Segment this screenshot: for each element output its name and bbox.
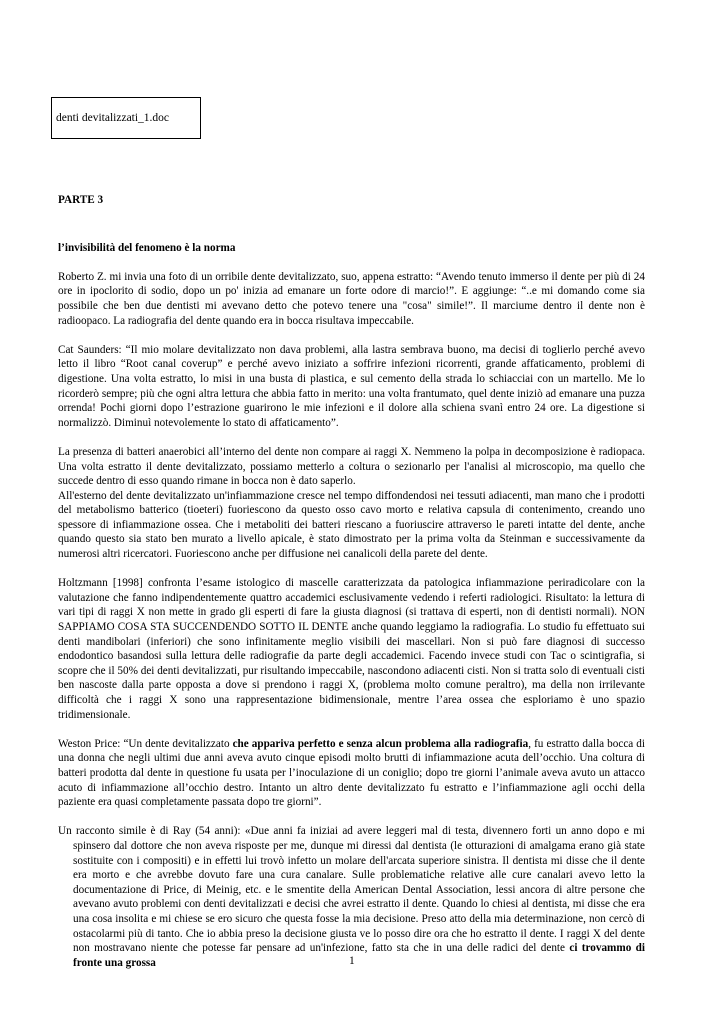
page-number: 1 xyxy=(349,955,355,967)
ray-text: Un racconto simile è di Ray (54 anni): «Due anni fa iniziai ad avere leggeri mal di testa, divennero forti un anno dopo e mi spinsero dal dottore che non aveva risposte per me, dunque mi diressi dal dentista (le otturazioni di amalgama erano già state sostituite con i compositi) e in effetti lui trovò infetto un molare dell'arcata superiore sinistra. Il dentista mi disse che il dente era morto e che avrebbe dovuto fare una cura canalare. Sulle problematiche relative alle cure canalari avevo letto la documentazione di Price, di Meinig, etc. e le smentite della American Dental Association, lessi ancora di altre persone che avevano avuto problemi con denti devitalizzati e decisi che avrei estratto il dente. Quando lo chiesi al dentista, mi disse che era una cosa insolita e mi chiese se ero sicuro che questa fosse la mia decisione. Preso atto della mia determinazione, non cercò di ostacolarmi più di tanto. Che io abbia preso la decisione giusta ve lo posso dire ora che ho estratto il dente. I raggi X del dente non mostravano niente che potesse far pensare ad un'infezione, fatto sta che in una delle radici del dente xyxy=(58,825,645,955)
paragraph-ray xyxy=(58,824,645,970)
filename-label: denti devitalizzati_1.doc xyxy=(56,112,170,124)
paragraph-cat-saunders: Cat Saunders: “Il mio molare devitalizzato non dava problemi, alla lastra sembrava buono, ma decisi di toglierlo perché avevo letto il libro “Root canal coverup” e perché avevo iniziato a soffrire infezioni ricorrenti, grande affaticamento, problemi di digestione. Una volta estratto, lo misi in una busta di plastica, e sul cemento della strada lo schiacciai con un martello. Me lo ricorderò sempre; più che ogni altra lettura che abbia fatto in merito: una volta frantumato, quel dente iniziò ad emanare una puzza orrenda! Pochi giorni dopo l’estrazione guarirono le mie infezioni e il dolore alla schiena svanì entro 24 ore. La digestione si normalizzò. Diminuì notevolemente lo stato di affaticamento”. xyxy=(58,343,645,429)
weston-bold-text: che appariva perfetto e senza alcun problema alla radiografia xyxy=(232,737,529,750)
paragraph-weston-price xyxy=(58,737,645,810)
part-title: PARTE 3 xyxy=(58,194,104,206)
weston-text-start: Weston Price: “Un dente devitalizzato xyxy=(58,737,233,750)
paragraph-bacteria: La presenza di batteri anaerobici all’interno del dente non compare ai raggi X. Nemmeno la polpa in decomposizione è radiopaca. Una volta estratto il dente devitalizzato, possiamo metterlo a coltura o sezionarlo per l'analisi al microscopio, ma quello che succede dentro di esso quando rimane in bocca non è dato saperlo. xyxy=(58,445,645,488)
paragraph-inflammation: All'esterno del dente devitalizzato un'infiammazione cresce nel tempo diffondendosi nei tessuti adiacenti, man mano che i prodotti del metabolismo batterico (tioeteri) fuoriescono da questo osso cavo morto e relativa capsula di contenimento, creando uno spessore di infiammazione ossea. Che i metaboliti dei batteri riescano a fuoriuscire attraverso le pareti intatte del dente, anche quando questo sia stato ben murato a livello apicale, è stato dimostrato per la prima volta da Steinman e successivamente da numerosi altri ricercatori. Fuoriescono anche per diffusione nei canalicoli della parete del dente. xyxy=(58,489,645,561)
paragraph-roberto: Roberto Z. mi invia una foto di un orribile dente devitalizzato, suo, appena estratto: “Avendo tenuto immerso il dente per più di 24 ore in ipoclorito di sodio, dopo un po' inizia ad emanare un forte odore di marcio!”. E aggiunge: “..e mi domando come sia possibile che ben due dentisti mi avevano detto che potevo tenere una "cosa" simile!”. Il marciume dentro il dente non è radioopaco. La radiografia del dente quando era in bocca risultava impeccabile. xyxy=(58,270,645,327)
section-heading: l’invisibilità del fenomeno è la norma xyxy=(58,241,236,254)
document-body xyxy=(58,193,645,985)
filename-box xyxy=(51,97,201,139)
weston-text-end: , fu estratto dalla bocca di una donna che negli ultimi due anni aveva avuto cinque episodi molto brutti di infiammazione acuta dell’occhio. Una coltura di batteri prodotta dal dente in questione fu usata per l’inoculazione di un coniglio; dopo tre giorni l’animale aveva avuto un attacco acuto di infiammazione all’occhio destro. Intanto un altro dente devitalizzato fu estratto e l’infiammazione agli occhi della paziente era quasi completamente passata dopo tre giorni”. xyxy=(58,737,646,809)
ray-bold-text: ci trovammo di fronte una grossa xyxy=(73,942,645,969)
paragraph-holtzmann: Holtzmann [1998] confronta l’esame istologico di mascelle caratterizzata da patologica infiammazione periradicolare con la valutazione che fanno indipendentemente quattro accademici esclusivamente vedendo i referti radiologici. Risultato: la lettura di vari tipi di raggi X non mette in grado gli esperti di fare la giusta diagnosi (si trattava di esperti, non di dentisti normali). NON SAPPIAMO COSA STA SUCCENDENDO SOTTO IL DENTE anche quando leggiamo la radiografia. Lo studio fu effettuato sui denti mandibolari (inferiori) che sono infinitamente meglio visibili dei mascellari. Non si può fare diagnosi di successo endodontico basandosi sulla lettura delle radiografie da parte degli accademici. Facendo invece studi con Tac o scintigrafia, si scopre che il 50% dei denti devitalizzati, pur risultando impeccabile, nascondono adiacenti cisti. Non si tratta solo di eventuali cisti ben nascoste dalla parte opposta a dove si prendono i raggi X, (problema molto comune peraltro), ma della non irrilevante difficoltà che i raggi X sono una rappresentazione bidimensionale, mentre l’area ossea che esploriamo è uno spazio tridimensionale. xyxy=(58,577,645,721)
